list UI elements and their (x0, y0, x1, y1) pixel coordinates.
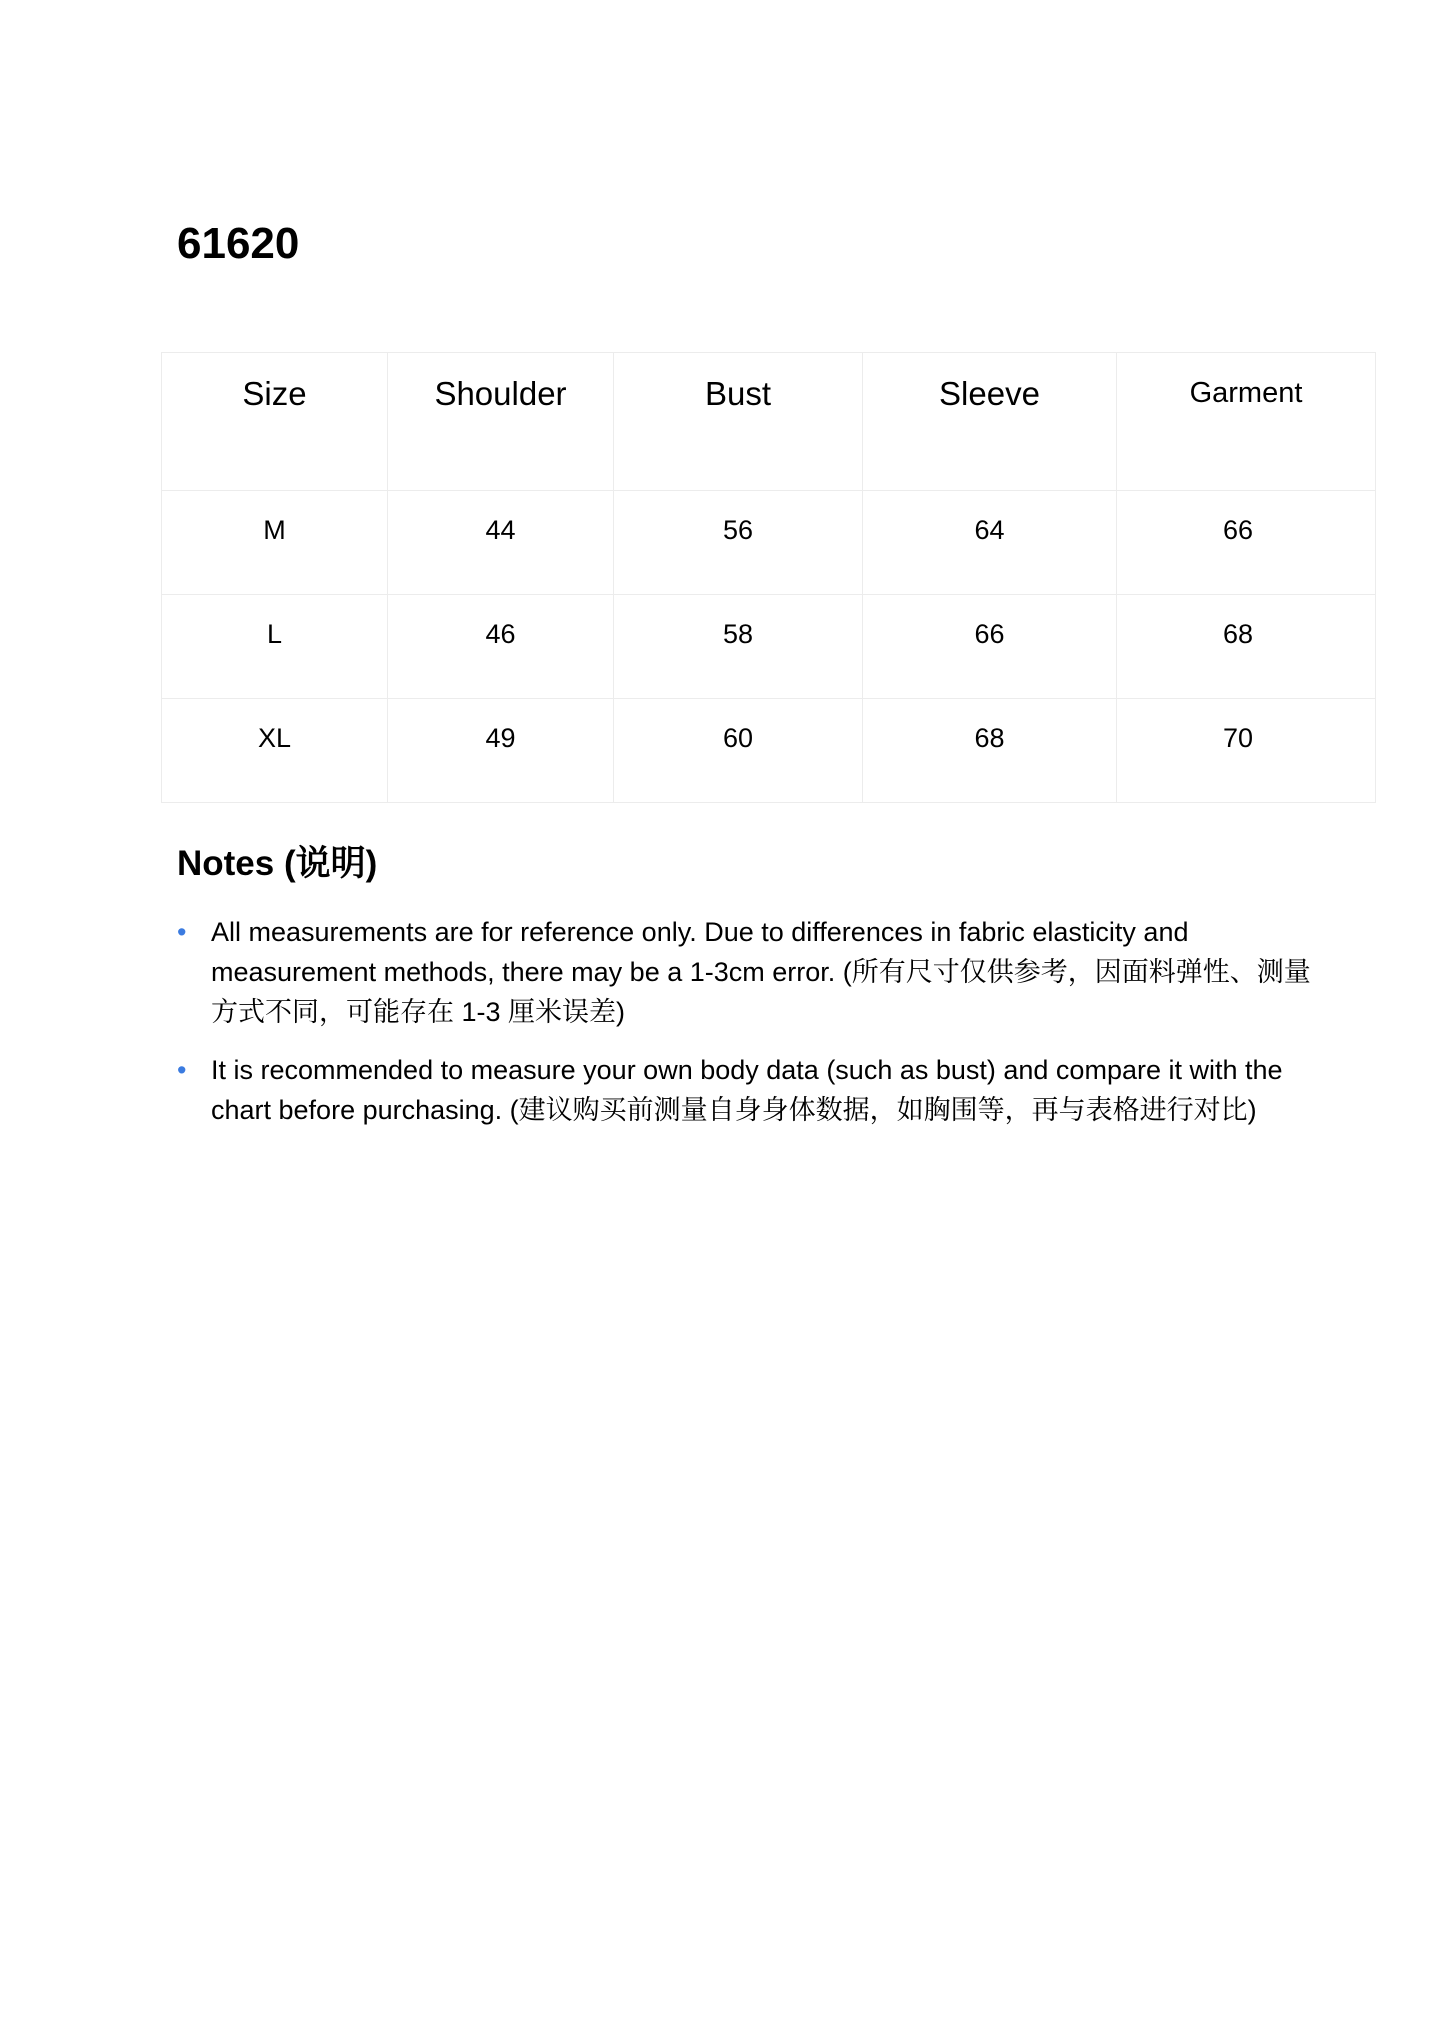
column-header-shoulder: Shoulder (388, 353, 614, 491)
table-row (162, 491, 1376, 595)
list-item (177, 1050, 1327, 1130)
column-header-size: Size (162, 353, 388, 491)
table-cell-bust: 56 (614, 491, 863, 595)
table-cell-sleeve: 68 (863, 699, 1117, 803)
table-cell-size: L (162, 595, 388, 699)
table-cell-bust: 58 (614, 595, 863, 699)
bullet-icon: • (177, 917, 187, 947)
table-header-row (162, 353, 1376, 491)
table-cell-garment: 66 (1117, 491, 1376, 595)
notes-heading: Notes (说明) (177, 844, 378, 883)
column-header-sleeve: Sleeve (863, 353, 1117, 491)
table-cell-shoulder: 46 (388, 595, 614, 699)
column-header-garment: Garment (1117, 353, 1376, 491)
note-text: All measurements are for reference only. Due to differences in fabric elasticity and measurement methods, there may be a 1-3cm error. (所有尺寸仅供参考，因面料弹性、测量方式不同，可能存在 1-3 厘米误差) (211, 917, 1311, 1027)
table-cell-garment: 68 (1117, 595, 1376, 699)
table-cell-size: M (162, 491, 388, 595)
table-cell-bust: 60 (614, 699, 863, 803)
list-item (177, 912, 1327, 1032)
table-cell-shoulder: 49 (388, 699, 614, 803)
table-cell-sleeve: 66 (863, 595, 1117, 699)
column-header-bust: Bust (614, 353, 863, 491)
bullet-icon: • (177, 1055, 187, 1085)
table-cell-sleeve: 64 (863, 491, 1117, 595)
table-cell-garment: 70 (1117, 699, 1376, 803)
notes-list (177, 912, 1327, 1148)
table-cell-shoulder: 44 (388, 491, 614, 595)
size-chart-table (161, 352, 1376, 803)
table-row (162, 595, 1376, 699)
note-text: It is recommended to measure your own body data (such as bust) and compare it with the chart before purchasing. (建议购买前测量自身身体数据，如胸围等，再与表格进行对比) (211, 1055, 1283, 1125)
table-row (162, 699, 1376, 803)
page-title: 61620 (177, 219, 300, 268)
table-cell-size: XL (162, 699, 388, 803)
